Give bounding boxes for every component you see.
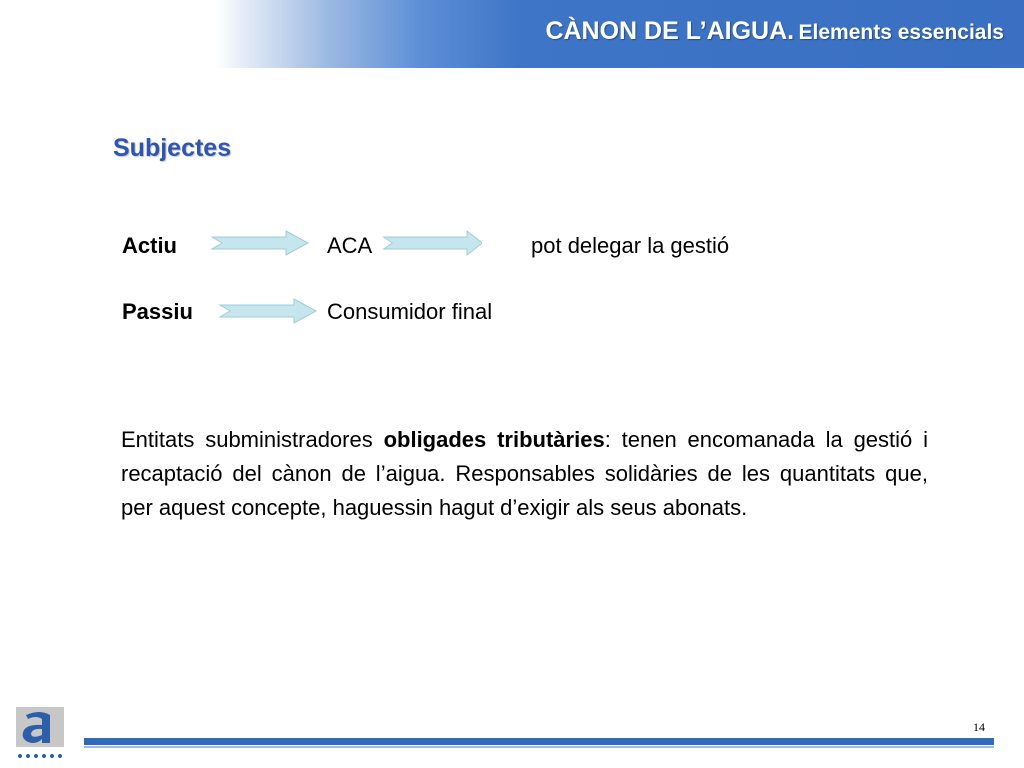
footer-line-thin: [84, 746, 994, 748]
arrow-right-icon: [382, 230, 482, 256]
arrow-right-icon: [218, 298, 318, 324]
header-title: [545, 17, 1004, 46]
paragraph-part1: Entitats subministradores: [121, 427, 384, 452]
footer-line: [84, 738, 994, 745]
section-title: Subjectes: [113, 134, 232, 162]
passiu-label: Passiu: [122, 299, 193, 324]
actiu-label: Actiu: [122, 233, 177, 258]
arrow-right-icon: [210, 230, 310, 256]
paragraph-part2: : tenen encomanada la gestió i recaptació del cànon de l’aigua. Responsables solidàries de les quantitats que, per aquest concepte, haguessin hagut d’exigir als seus abonats.: [121, 427, 929, 520]
header-title-sub: Elements essencials: [798, 21, 1004, 44]
body-paragraph: [121, 423, 928, 525]
page-number: 14: [973, 720, 985, 734]
paragraph-bold: obligades tributàries: [383, 427, 605, 452]
header-title-main: CÀNON DE L’AIGUA.: [545, 17, 795, 45]
aca-logo: [16, 707, 64, 761]
actiu-value: ACA: [327, 233, 373, 258]
header-bar: [0, 0, 1024, 68]
actiu-extra: pot delegar la gestió: [531, 233, 730, 258]
passiu-value: Consumidor final: [327, 299, 493, 324]
